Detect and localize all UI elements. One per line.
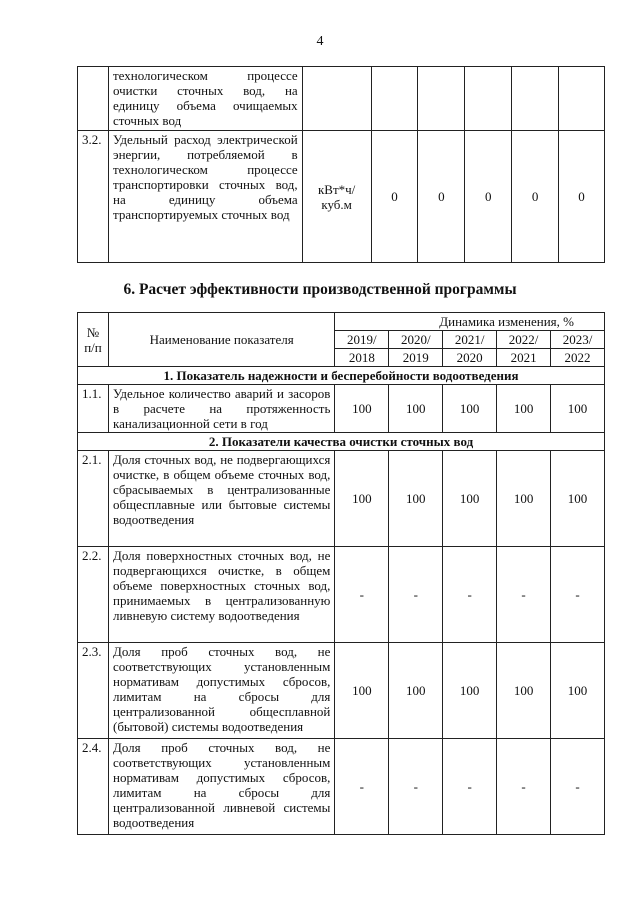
indicator-name: Доля поверхностных сточных вод, не подвергающихся очистке, в общем объеме поверхностных сточных вод, принимаемых в централизованную ливневую систему водоотведения xyxy=(108,547,334,643)
value-cell: - xyxy=(389,547,443,643)
section-title-2: 2. Показатели качества очистки сточных вод xyxy=(78,433,605,451)
value-cell: - xyxy=(497,547,551,643)
row-number: 2.4. xyxy=(78,739,109,835)
continued-text: технологическом процессе очистки сточных вод, на единицу объема очищаемых сточных вод xyxy=(108,67,302,131)
indicator-name: Доля сточных вод, не подвергающихся очистке, в общем объеме сточных вод, сбрасываемых в централизованные общесплавные или бытовые системы водоотведения xyxy=(108,451,334,547)
efficiency-table xyxy=(77,312,605,835)
value-cell: - xyxy=(389,739,443,835)
row-number: 2.3. xyxy=(78,643,109,739)
value-cell: 100 xyxy=(443,385,497,433)
year-top: 2019/ xyxy=(335,331,389,349)
year-top: 2023/ xyxy=(551,331,605,349)
value-cell: 0 xyxy=(465,131,512,263)
value-cell: 100 xyxy=(389,643,443,739)
value-cell: 100 xyxy=(389,385,443,433)
year-bottom: 2018 xyxy=(335,349,389,367)
indicator-name: Удельный расход электрической энергии, потребляемой в технологическом процессе транспортировки сточных вод, на единицу объема транспортируемых сточных вод xyxy=(108,131,302,263)
page-number: 4 xyxy=(316,34,324,49)
section-heading: 6. Расчет эффективности производственной программы xyxy=(123,281,517,298)
value-cell: - xyxy=(443,547,497,643)
header-num: № п/п xyxy=(78,313,109,367)
value-cell: 100 xyxy=(389,451,443,547)
table-row xyxy=(78,131,605,263)
value-cell: 100 xyxy=(335,643,389,739)
indicator-name: Доля проб сточных вод, не соответствующих установленным нормативам допустимых сбросов, лимитам на сбросы для централизованной ливневой системы водоотведения xyxy=(108,739,334,835)
value-cell: 100 xyxy=(497,643,551,739)
value-cell: - xyxy=(335,739,389,835)
year-bottom: 2022 xyxy=(551,349,605,367)
table-header-row xyxy=(78,313,605,331)
table-row xyxy=(78,547,605,643)
row-number: 2.2. xyxy=(78,547,109,643)
value-cell: 0 xyxy=(418,131,465,263)
value-cell: - xyxy=(497,739,551,835)
year-bottom: 2020 xyxy=(443,349,497,367)
year-top: 2020/ xyxy=(389,331,443,349)
unit-cell: кВт*ч/ куб.м xyxy=(302,131,371,263)
row-number: 3.2. xyxy=(78,131,109,263)
table-row xyxy=(78,385,605,433)
row-number: 2.1. xyxy=(78,451,109,547)
indicator-name: Доля проб сточных вод, не соответствующих установленным нормативам допустимых сбросов, лимитам на сбросы для централизованной общесплавной (бытовой) системы водоотведения xyxy=(108,643,334,739)
value-cell: - xyxy=(551,547,605,643)
value-cell: 100 xyxy=(335,385,389,433)
row-number: 1.1. xyxy=(78,385,109,433)
section-title-1: 1. Показатель надежности и бесперебойности водоотведения xyxy=(78,367,605,385)
year-bottom: 2019 xyxy=(389,349,443,367)
value-cell: 100 xyxy=(551,385,605,433)
table-row xyxy=(78,739,605,835)
value-cell: 0 xyxy=(559,131,605,263)
value-cell: 100 xyxy=(497,385,551,433)
value-cell: 100 xyxy=(551,643,605,739)
top-table xyxy=(77,66,605,263)
value-cell: 100 xyxy=(443,451,497,547)
value-cell: - xyxy=(551,739,605,835)
value-cell: 0 xyxy=(512,131,559,263)
indicator-name: Удельное количество аварий и засоров в расчете на протяженность канализационной сети в год xyxy=(108,385,334,433)
value-cell: 100 xyxy=(335,451,389,547)
year-top: 2022/ xyxy=(497,331,551,349)
year-top: 2021/ xyxy=(443,331,497,349)
table-row xyxy=(78,67,605,131)
value-cell: - xyxy=(335,547,389,643)
value-cell: 100 xyxy=(497,451,551,547)
value-cell: - xyxy=(443,739,497,835)
value-cell: 100 xyxy=(551,451,605,547)
header-dynamics: Динамика изменения, % xyxy=(335,313,605,331)
year-bottom: 2021 xyxy=(497,349,551,367)
table-row xyxy=(78,451,605,547)
table-row xyxy=(78,643,605,739)
value-cell: 0 xyxy=(371,131,418,263)
section-row xyxy=(78,433,605,451)
header-name: Наименование показателя xyxy=(108,313,334,367)
value-cell: 100 xyxy=(443,643,497,739)
section-row xyxy=(78,367,605,385)
